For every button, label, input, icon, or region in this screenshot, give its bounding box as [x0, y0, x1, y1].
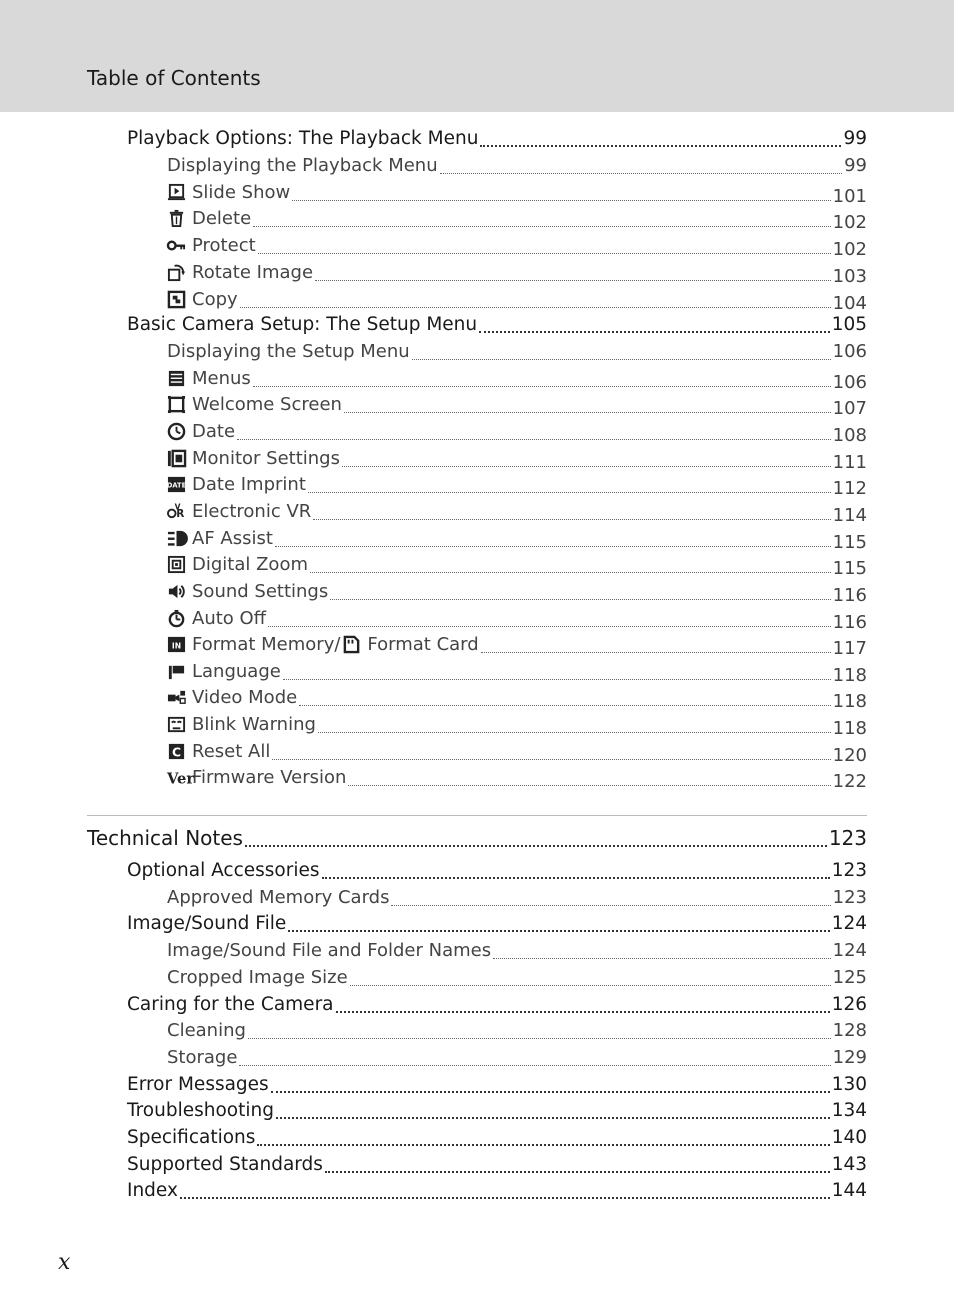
entry-page: 124: [831, 913, 867, 935]
dot-leader: [440, 159, 842, 179]
entry-text: Supported Standards: [127, 1153, 323, 1175]
entry-text: Copy: [192, 288, 238, 310]
entry-label: [87, 825, 243, 852]
dot-leader: [253, 212, 830, 232]
entry-text: Specifications: [127, 1127, 256, 1148]
entry-label: [127, 1124, 255, 1151]
entry-label: [167, 884, 389, 911]
vr-icon: [167, 502, 186, 521]
entry-page: 128: [832, 1020, 867, 1042]
copy-icon: [167, 290, 186, 309]
entry-label: [167, 964, 348, 991]
entry-page: 118: [832, 691, 867, 713]
slide-show-icon: [167, 183, 186, 202]
entry-label: [127, 1151, 323, 1178]
toc-entry[interactable]: [167, 738, 867, 765]
entry-text: Error Messages: [127, 1073, 269, 1095]
dot-leader: [348, 771, 830, 791]
entry-text: Index: [127, 1180, 178, 1202]
rotate-icon: [167, 263, 186, 282]
dot-leader: [318, 718, 831, 738]
toc-entry[interactable]: [167, 498, 867, 525]
toc-section[interactable]: [127, 910, 867, 937]
toc-entry[interactable]: [167, 684, 867, 711]
entry-page: 134: [831, 1100, 867, 1122]
dot-leader: [239, 1051, 830, 1071]
af-assist-icon: [167, 529, 186, 548]
entry-label: [167, 578, 328, 605]
entry-label: [167, 658, 281, 685]
entry-page: 124: [832, 940, 867, 962]
entry-page: 118: [832, 664, 867, 686]
card-icon: [342, 635, 361, 654]
entry-page: 99: [843, 128, 867, 149]
entry-page: 143: [831, 1153, 867, 1175]
toc-heading-playback[interactable]: [127, 125, 867, 152]
entry-text: AF Assist: [192, 527, 273, 549]
entry-text: Date: [192, 420, 236, 442]
svg-text:C: C: [171, 745, 182, 759]
entry-text: Technical Notes: [87, 826, 243, 850]
toc-entry[interactable]: [167, 338, 867, 365]
entry-text: Date Imprint: [192, 474, 306, 496]
entry-text: Sound Settings: [192, 580, 329, 602]
entry-page: 125: [832, 966, 867, 988]
entry-text: Blink Warning: [192, 714, 316, 736]
key-icon: [167, 236, 186, 255]
dot-leader: [253, 372, 831, 392]
entry-page: 104: [832, 292, 867, 314]
toc-entry[interactable]: [167, 658, 867, 685]
entry-page: 126: [831, 993, 867, 1015]
svg-text:R: R: [176, 508, 185, 521]
entry-label: [167, 471, 306, 498]
entry-page: 123: [832, 886, 867, 908]
dot-leader: [240, 293, 831, 313]
dot-leader: [479, 318, 830, 338]
dot-leader: [308, 478, 831, 498]
toc-section[interactable]: [127, 1071, 867, 1098]
entry-page: 129: [832, 1046, 867, 1068]
entry-text: Caring for the Camera: [127, 993, 334, 1015]
version-icon: [167, 768, 195, 788]
svg-text:Ver: Ver: [167, 770, 195, 788]
entry-page: 108: [832, 424, 867, 446]
dot-leader: [292, 186, 830, 206]
dot-leader: [258, 239, 831, 259]
entry-page: 112: [832, 478, 867, 500]
entry-text: Displaying the Setup Menu: [167, 341, 410, 362]
entry-text: Slide Show: [192, 181, 291, 203]
toc-entry[interactable]: [167, 365, 867, 392]
entry-label: [167, 1044, 237, 1071]
entry-page: 144: [831, 1180, 867, 1202]
toc-entry[interactable]: [167, 232, 867, 259]
entry-page: 123: [831, 860, 867, 881]
entry-label: [127, 1177, 178, 1204]
entry-label: [167, 684, 297, 711]
digital-zoom-icon: [167, 555, 186, 574]
svg-text:V: V: [174, 502, 181, 512]
entry-page: 105: [831, 314, 867, 335]
entry-label: [167, 551, 308, 578]
entry-text: Protect: [192, 235, 256, 257]
toc-subentry[interactable]: [167, 937, 867, 964]
svg-text:DATE: DATE: [166, 481, 187, 490]
dot-leader: [313, 505, 830, 525]
entry-page: 120: [832, 744, 867, 766]
dot-leader: [330, 585, 830, 605]
dot-leader: [481, 638, 831, 658]
dot-leader: [257, 1131, 829, 1151]
entry-label: [167, 259, 313, 286]
dot-leader: [325, 1158, 830, 1178]
dot-leader: [350, 971, 831, 991]
toc-entry[interactable]: [167, 391, 867, 418]
entry-page: 122: [832, 771, 867, 793]
entry-text: Troubleshooting: [127, 1100, 274, 1122]
entry-label: [167, 937, 491, 964]
entry-label: [167, 286, 238, 313]
dot-leader: [248, 1024, 831, 1044]
toc-subentry[interactable]: [167, 884, 867, 911]
entry-label: [167, 1017, 246, 1044]
entry-text: Auto Off: [192, 607, 267, 629]
toc-entry[interactable]: [167, 259, 867, 286]
dot-leader: [412, 345, 831, 365]
entry-text: Playback Options: The Playback Menu: [127, 128, 479, 149]
page-number: x: [58, 1250, 71, 1275]
dot-leader: [268, 612, 831, 632]
entry-page: 130: [831, 1073, 867, 1095]
entry-text: Language: [192, 660, 281, 682]
toc-entry[interactable]: [167, 179, 867, 206]
entry-label: [127, 857, 320, 884]
dot-leader: [276, 1104, 830, 1124]
entry-label: [127, 311, 477, 338]
entry-text: Reset All: [192, 740, 271, 762]
entry-text: Monitor Settings: [192, 447, 340, 469]
entry-page: 102: [832, 212, 867, 234]
entry-text: Digital Zoom: [192, 554, 308, 576]
dot-leader: [237, 425, 831, 445]
header-band: [0, 0, 954, 112]
entry-label: [167, 445, 340, 472]
entry-label: [167, 605, 266, 632]
entry-text-2: Format Card: [367, 634, 479, 656]
entry-label: [167, 205, 251, 232]
entry-text: Displaying the Playback Menu: [167, 155, 438, 176]
entry-page: 114: [832, 504, 867, 526]
toc-entry[interactable]: [167, 152, 867, 179]
entry-text: Electronic VR: [192, 500, 312, 522]
entry-label: [167, 179, 290, 206]
entry-page: 106: [832, 371, 867, 393]
entry-text: Video Mode: [192, 687, 298, 709]
dot-leader: [391, 891, 830, 911]
entry-label: [167, 711, 316, 738]
toc-section[interactable]: [127, 991, 867, 1018]
entry-label: [167, 764, 346, 791]
dot-leader: [283, 665, 831, 685]
toc-entry[interactable]: [167, 605, 867, 632]
entry-text: Format Memory/: [192, 634, 341, 656]
dot-leader: [271, 1078, 830, 1098]
dot-leader: [275, 532, 831, 552]
entry-text: Cropped Image Size: [167, 966, 348, 988]
dot-leader: [180, 1184, 830, 1204]
entry-label: [167, 631, 479, 658]
dot-leader: [299, 691, 830, 711]
entry-page: 99: [844, 155, 867, 176]
video-mode-icon: [167, 688, 186, 707]
toc-subentry[interactable]: [167, 1017, 867, 1044]
dot-leader: [336, 998, 830, 1018]
date-imprint-icon: [167, 475, 186, 494]
entry-text: Approved Memory Cards: [167, 886, 390, 908]
menu-icon: [167, 369, 186, 388]
entry-label: [167, 365, 251, 392]
entry-page: 118: [832, 718, 867, 740]
toc-entry[interactable]: [167, 205, 867, 232]
entry-page: 102: [832, 239, 867, 261]
entry-label: [167, 338, 410, 365]
entry-page: 115: [832, 531, 867, 553]
entry-page: 101: [832, 185, 867, 207]
entry-label: [127, 1071, 269, 1098]
entry-page: 107: [832, 398, 867, 420]
toc-entry[interactable]: [167, 525, 867, 552]
toc-section[interactable]: [127, 1124, 867, 1151]
entry-page: 116: [832, 611, 867, 633]
trash-icon: [167, 209, 186, 228]
toc-entry[interactable]: [167, 578, 867, 605]
section-divider: [87, 815, 867, 816]
entry-label: [127, 991, 334, 1018]
dot-leader: [310, 558, 831, 578]
dot-leader: [480, 132, 841, 152]
toc-entry[interactable]: [167, 418, 867, 445]
toc-entry[interactable]: [167, 764, 867, 791]
entry-label: [167, 498, 311, 525]
toc-heading-setup[interactable]: [127, 311, 867, 338]
dot-leader: [493, 944, 831, 964]
entry-label: [127, 910, 286, 937]
toc-entry[interactable]: [167, 551, 867, 578]
entry-text: Basic Camera Setup: The Setup Menu: [127, 314, 478, 335]
entry-text: Welcome Screen: [192, 394, 342, 416]
dot-leader: [322, 864, 830, 884]
entry-page: 123: [828, 826, 867, 850]
dot-leader: [315, 266, 831, 286]
entry-text: Rotate Image: [192, 261, 314, 283]
timer-icon: [167, 609, 186, 628]
entry-label: [127, 1097, 274, 1124]
entry-page: 106: [832, 341, 867, 362]
entry-text: Image/Sound File: [127, 913, 287, 935]
entry-label: [167, 738, 270, 765]
dot-leader: [245, 832, 827, 852]
toc-entry[interactable]: [167, 631, 867, 658]
toc-entry[interactable]: [167, 445, 867, 472]
toc-heading-technical[interactable]: [87, 825, 867, 852]
speaker-icon: [167, 582, 186, 601]
toc-section[interactable]: [127, 1177, 867, 1204]
entry-page: 103: [832, 265, 867, 287]
clock-icon: [167, 422, 186, 441]
entry-label: [167, 152, 438, 179]
dot-leader: [288, 917, 829, 937]
entry-label: [127, 125, 478, 152]
toc-entry[interactable]: [167, 711, 867, 738]
blink-icon: [167, 715, 186, 734]
language-icon: [167, 662, 186, 681]
entry-text: Firmware Version: [192, 767, 347, 789]
toc-section[interactable]: [127, 857, 867, 884]
entry-page: 117: [832, 638, 867, 660]
monitor-icon: [167, 449, 186, 468]
entry-label: [167, 391, 342, 418]
entry-text: Delete: [192, 208, 252, 230]
dot-leader: [344, 398, 831, 418]
entry-page: 116: [832, 584, 867, 606]
entry-page: 111: [832, 451, 867, 473]
entry-text: Cleaning: [167, 1020, 246, 1042]
toc-section[interactable]: [127, 1097, 867, 1124]
toc-subentry[interactable]: [167, 964, 867, 991]
entry-label: [167, 232, 256, 259]
entry-text: Menus: [192, 367, 251, 389]
dot-leader: [272, 745, 830, 765]
entry-page: 115: [832, 558, 867, 580]
entry-text: Optional Accessories: [127, 860, 320, 881]
welcome-screen-icon: [167, 395, 186, 414]
entry-label: [167, 418, 235, 445]
toc-section[interactable]: [127, 1151, 867, 1178]
page-title: Table of Contents: [87, 66, 261, 90]
entry-text: Image/Sound File and Folder Names: [167, 940, 492, 962]
dot-leader: [342, 452, 831, 472]
toc-entry[interactable]: [167, 471, 867, 498]
toc-entry[interactable]: [167, 286, 867, 313]
memory-icon: [167, 635, 186, 654]
entry-page: 140: [831, 1127, 867, 1148]
svg-text:IN: IN: [171, 641, 182, 651]
reset-icon: [167, 742, 186, 761]
entry-text: Storage: [167, 1046, 238, 1068]
entry-label: [167, 525, 273, 552]
toc-subentry[interactable]: [167, 1044, 867, 1071]
